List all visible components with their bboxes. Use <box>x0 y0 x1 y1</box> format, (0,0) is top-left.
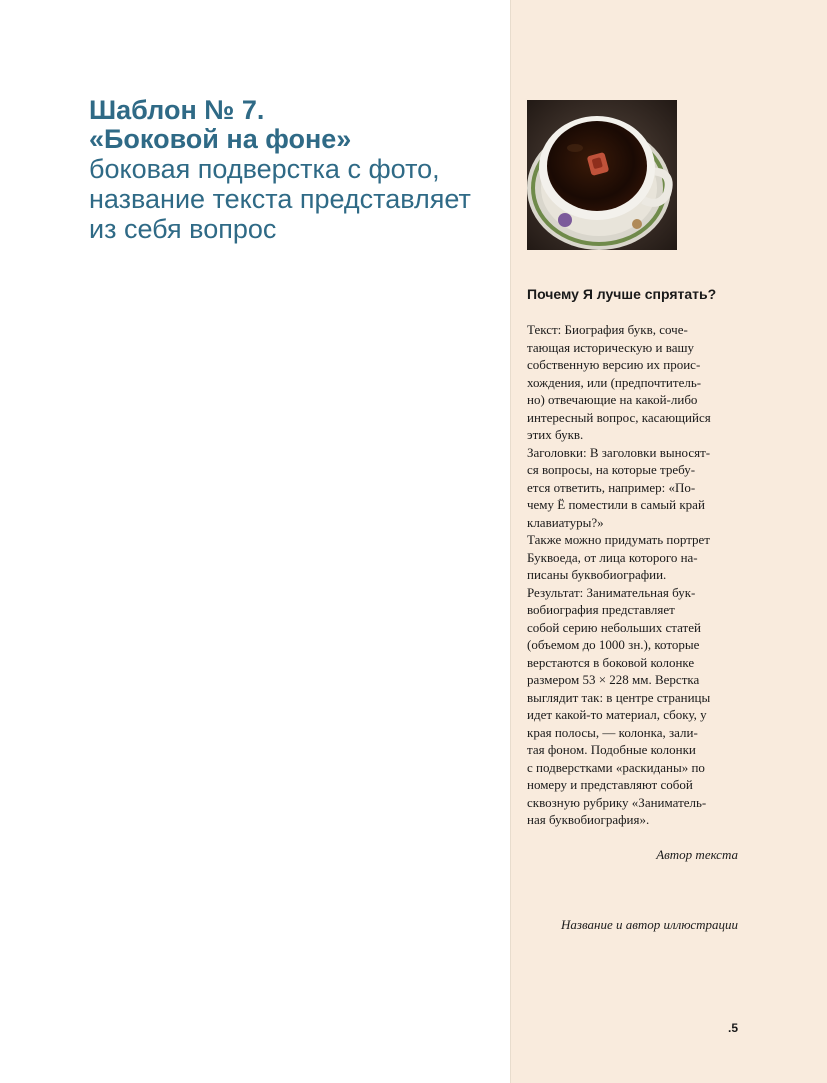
body-line: Также можно придумать портрет <box>527 532 710 547</box>
page-number: .5 <box>727 1021 738 1035</box>
body-line: но) отвечающие на какой-либо <box>527 392 698 407</box>
title-line-1: Шаблон № 7. <box>89 95 265 125</box>
body-line: с подверстками «раскиданы» по <box>527 759 705 775</box>
subtitle-line: боковая подверстка с фото, <box>89 154 440 184</box>
body-line: края полосы, — колонка, зали- <box>527 724 698 740</box>
body-line: выглядит так: в центре страницы <box>527 689 711 705</box>
body-line: Заголовки: В заголовки выносят- <box>527 444 711 460</box>
body-line: идет какой-то материал, сбоку, у <box>527 707 707 722</box>
body-line: интересный вопрос, касающийся <box>527 409 711 425</box>
body-line: (объемом до 1000 зн.), которые <box>527 637 700 652</box>
body-line: хождения, или (предпочтитель- <box>527 374 702 390</box>
body-line: ная буквобиография». <box>527 812 650 827</box>
tea-cup-photo <box>527 100 677 250</box>
title-line-2: «Боковой на фоне» <box>89 124 352 154</box>
subtitle-line: из себя вопрос <box>89 214 277 244</box>
body-line: этих букв. <box>527 427 584 442</box>
body-line: верстаются в боковой колонке <box>527 654 695 670</box>
sidebar-body-text <box>527 321 757 829</box>
body-line: Результат: Занимательная бук- <box>527 584 696 600</box>
sidebar-heading: Почему Я лучше спрятать? <box>527 286 717 302</box>
body-line: собственную версию их проис- <box>527 357 701 372</box>
body-line: собой серию небольших статей <box>527 619 701 635</box>
body-line: тая фоном. Подобные колонки <box>527 742 696 757</box>
body-line: чему Ё поместили в самый край <box>527 497 705 512</box>
body-line: писаны буквобиографии. <box>527 567 667 582</box>
body-line: ется ответить, например: «По- <box>527 479 696 495</box>
subtitle-line: название текста представляет <box>89 184 471 214</box>
body-line: Текст: Биография букв, соче- <box>527 322 688 337</box>
body-line: тающая историческую и вашу <box>527 339 694 355</box>
body-line: вобиография представляет <box>527 602 675 617</box>
author-caption: Автор текста <box>656 847 738 862</box>
body-line: клавиатуры?» <box>527 514 604 530</box>
illustration-credit: Название и автор иллюстрации <box>560 917 738 932</box>
body-line: размером 53 × 228 мм. Верстка <box>527 672 700 687</box>
page-title <box>89 96 509 244</box>
body-line: Буквоеда, от лица которого на- <box>527 549 698 565</box>
body-line: ся вопросы, на которые требу- <box>527 462 696 477</box>
body-line: сквозную рубрику «Заниматель- <box>527 794 707 810</box>
body-line: номеру и представляют собой <box>527 777 693 792</box>
